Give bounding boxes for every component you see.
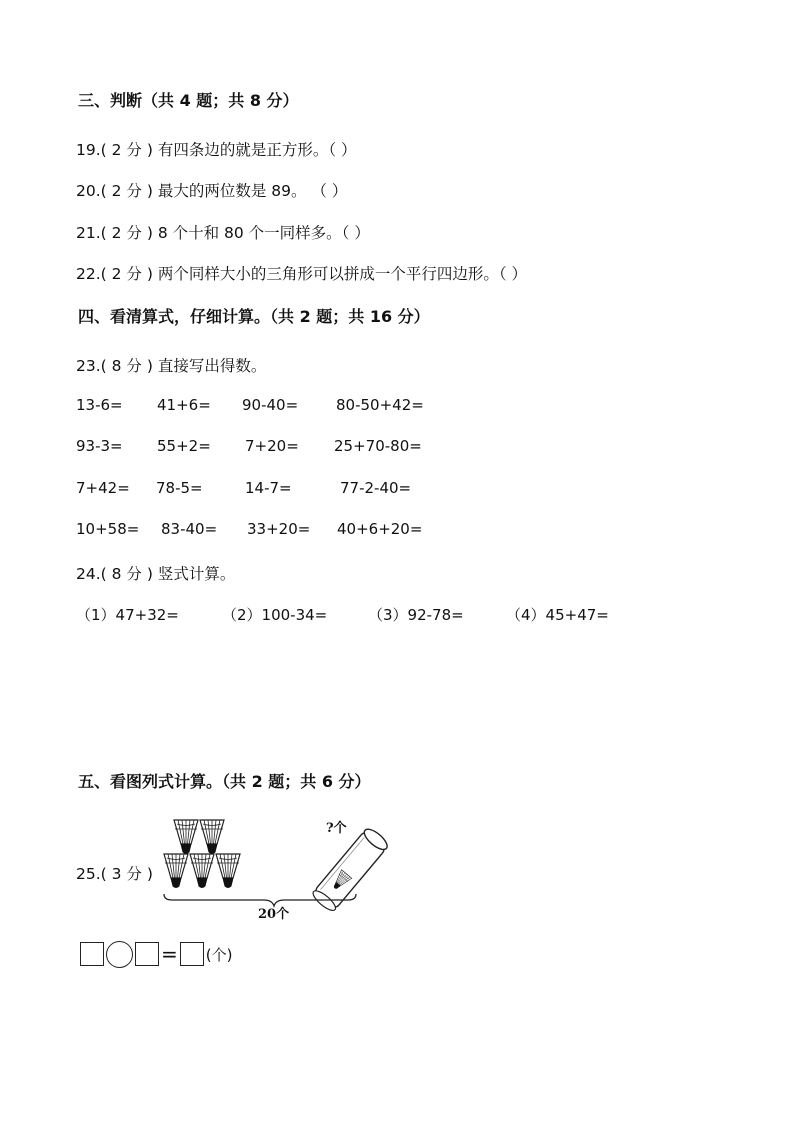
calc-r1c2: 41+6=	[157, 396, 211, 414]
unit-label: (个)	[205, 945, 233, 964]
section-title-4: 四、看清算式，仔细计算。（共 2 题；共 16 分）	[78, 307, 430, 326]
total-count-label: 20个	[258, 907, 290, 922]
calc-r2c1: 93-3=	[76, 437, 123, 455]
shuttlecock-top-1	[174, 820, 198, 854]
section-title-5: 五、看图列式计算。（共 2 题；共 6 分）	[78, 772, 371, 791]
calc-r1c3: 90-40=	[242, 396, 299, 414]
answer-box-1[interactable]	[80, 942, 104, 966]
vertical-calc-3: （3）92-78=	[368, 606, 464, 624]
unknown-count-label: ?个	[326, 821, 347, 836]
vertical-calc-2: （2）100-34=	[222, 606, 328, 624]
calc-r4c3: 33+20=	[247, 520, 311, 538]
calc-r2c2: 55+2=	[157, 437, 211, 455]
shuttlecock-figure	[160, 812, 388, 924]
shuttlecock-top-2	[200, 820, 224, 854]
vertical-calc-4: （4）45+47=	[506, 606, 609, 624]
shuttlecock-bottom-2	[190, 854, 214, 888]
question-24: 24.( 8 分 ) 竖式计算。	[76, 565, 236, 583]
shuttlecock-bottom-3	[216, 854, 240, 888]
calc-r4c4: 40+6+20=	[337, 520, 423, 538]
calc-r1c1: 13-6=	[76, 396, 123, 414]
equals-sign: =	[161, 942, 178, 966]
answer-box-result[interactable]	[180, 942, 204, 966]
question-19: 19.( 2 分 ) 有四条边的就是正方形。（ ）	[76, 141, 357, 159]
question-25: 25.( 3 分 )	[76, 865, 153, 883]
question-23: 23.( 8 分 ) 直接写出得数。	[76, 357, 267, 375]
calc-r3c1: 7+42=	[76, 479, 130, 497]
question-20: 20.( 2 分 ) 最大的两位数是 89。 （ ）	[76, 182, 348, 200]
calc-r3c4: 77-2-40=	[340, 479, 412, 497]
calc-r2c4: 25+70-80=	[334, 437, 422, 455]
calc-r3c3: 14-7=	[245, 479, 292, 497]
question-21: 21.( 2 分 ) 8 个十和 80 个一同样多。（ ）	[76, 224, 370, 242]
question-22: 22.( 2 分 ) 两个同样大小的三角形可以拼成一个平行四边形。（ ）	[76, 265, 527, 283]
calc-r3c2: 78-5=	[156, 479, 203, 497]
calc-r4c1: 10+58=	[76, 520, 140, 538]
shuttlecock-bottom-1	[164, 854, 188, 888]
section-title-3: 三、判断（共 4 题；共 8 分）	[78, 91, 299, 110]
calc-r1c4: 80-50+42=	[336, 396, 424, 414]
calc-r2c3: 7+20=	[245, 437, 299, 455]
answer-equation	[80, 940, 232, 968]
operator-circle[interactable]	[106, 941, 133, 968]
calc-r4c2: 83-40=	[161, 520, 218, 538]
vertical-calc-1: （1）47+32=	[76, 606, 179, 624]
shuttlecock-illustration	[160, 812, 388, 924]
answer-box-2[interactable]	[135, 942, 159, 966]
